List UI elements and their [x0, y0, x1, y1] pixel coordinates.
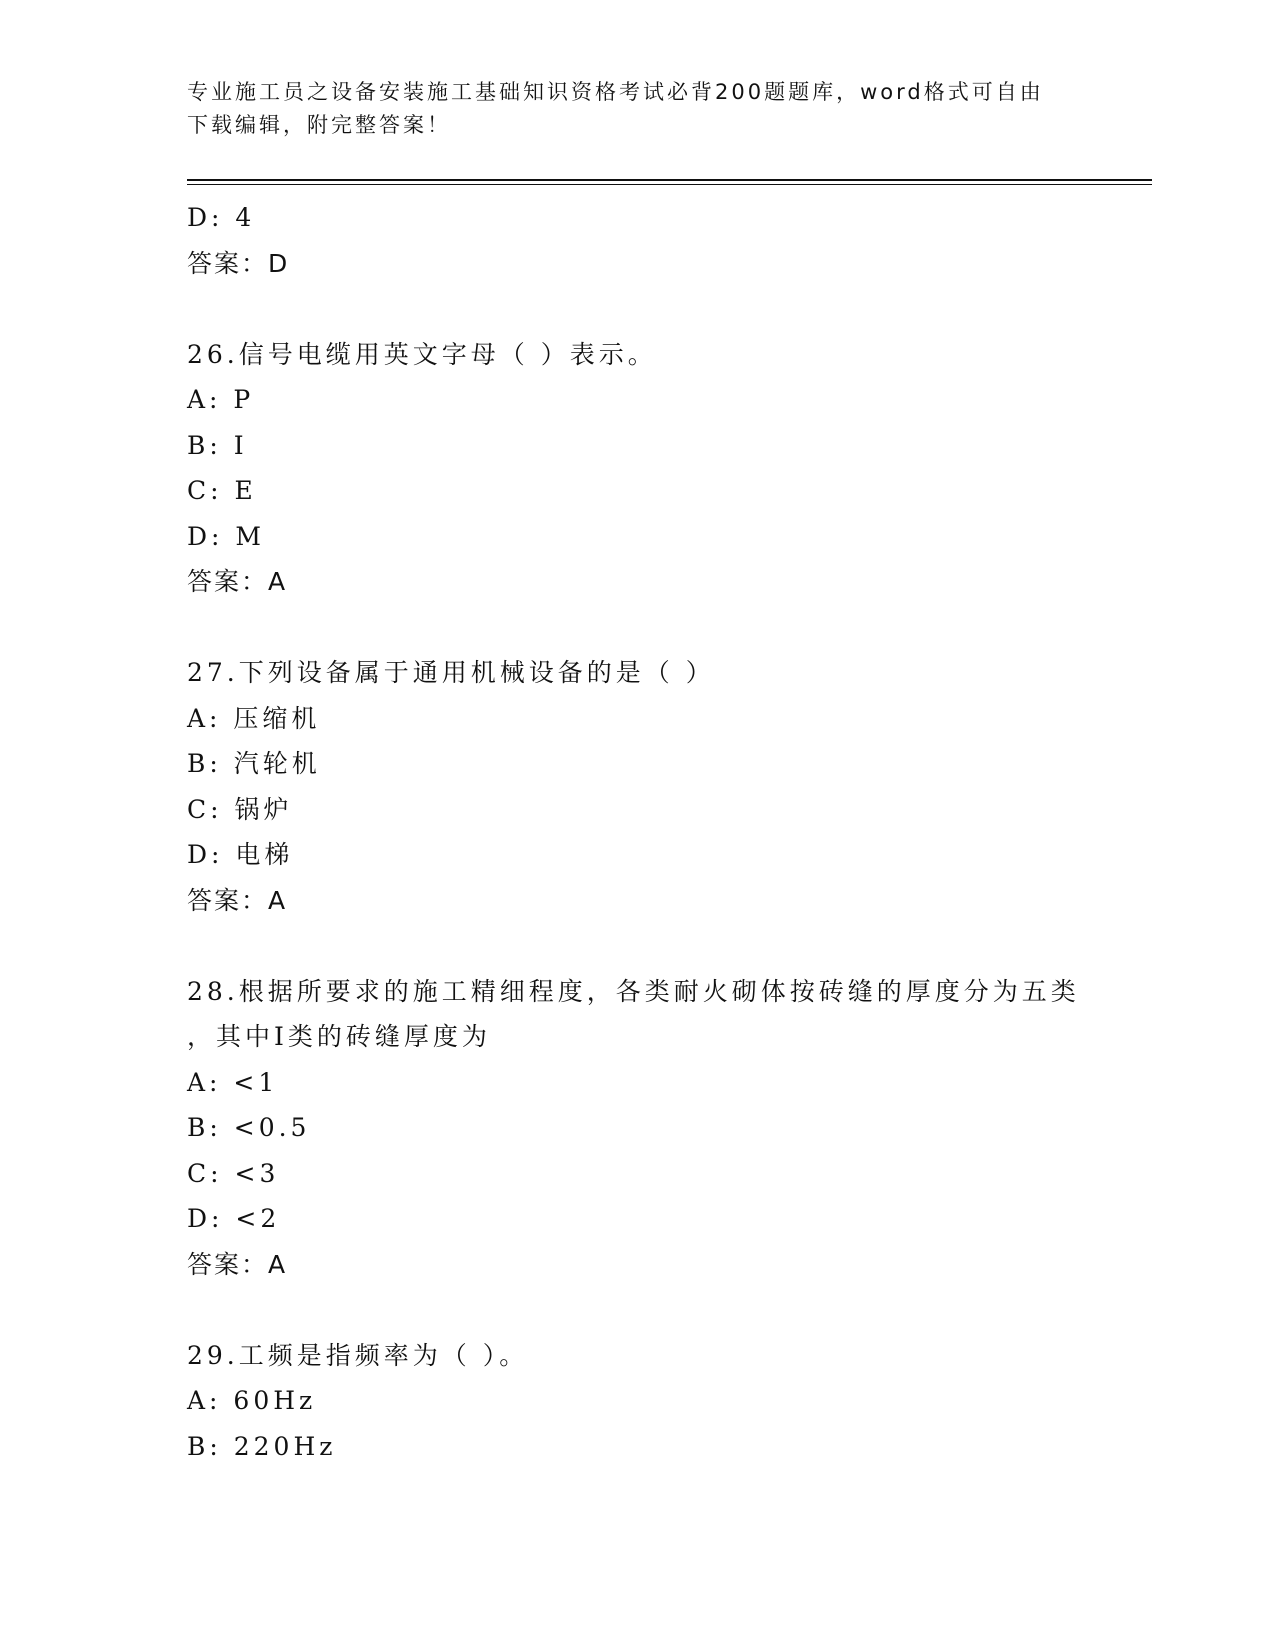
option-a: A: 60Hz: [187, 1386, 317, 1415]
option-c: C: E: [187, 476, 257, 505]
spacer: [187, 286, 1152, 332]
option-d: D: 电梯: [187, 840, 294, 869]
question-stem: 29.工频是指频率为（ ）。: [187, 1340, 529, 1370]
option-d: D: M: [187, 521, 266, 551]
option-b: B: 汽轮机: [187, 749, 321, 778]
question-stem-continued: ，其中Ⅰ类的砖缝厚度为: [187, 1022, 491, 1051]
header-line-2: 下载编辑，附完整答案！: [187, 113, 451, 137]
question-28: [187, 969, 1152, 1288]
option-c: C: <3: [187, 1158, 280, 1188]
answer-line: 答案：A: [187, 567, 288, 596]
question-29: [187, 1333, 1152, 1470]
spacer: [187, 605, 1152, 651]
option-c: C: 锅炉: [187, 794, 293, 824]
option-a: A: P: [187, 385, 255, 414]
previous-question-tail: [187, 195, 1152, 286]
option-b: B: <0.5: [187, 1113, 311, 1142]
question-list: [187, 195, 1152, 1469]
question-27: [187, 650, 1152, 923]
option-d: D: <2: [187, 1204, 281, 1233]
spacer: [187, 1287, 1152, 1333]
option-a: A: 压缩机: [187, 703, 321, 733]
question-stem: 26.信号电缆用英文字母（ ）表示。: [187, 339, 657, 369]
option-b: B: 220Hz: [187, 1431, 337, 1461]
answer-line: 答案：A: [187, 1249, 288, 1279]
option-d: D: 4: [187, 203, 256, 232]
spacer: [187, 923, 1152, 969]
question-stem: 28.根据所要求的施工精细程度，各类耐火砌体按砖缝的厚度分为五类: [187, 976, 1080, 1006]
answer-line: 答案：A: [187, 885, 288, 915]
question-stem: 27.下列设备属于通用机械设备的是（ ）: [187, 658, 715, 687]
option-a: A: <1: [187, 1067, 279, 1097]
header-divider: [187, 179, 1152, 185]
option-b: B: I: [187, 430, 248, 460]
document-header: [187, 76, 1087, 142]
question-26: [187, 332, 1152, 605]
answer-line: 答案：D: [187, 248, 290, 278]
header-line-1: 专业施工员之设备安装施工基础知识资格考试必背200题题库，word格式可自由: [187, 80, 1044, 104]
